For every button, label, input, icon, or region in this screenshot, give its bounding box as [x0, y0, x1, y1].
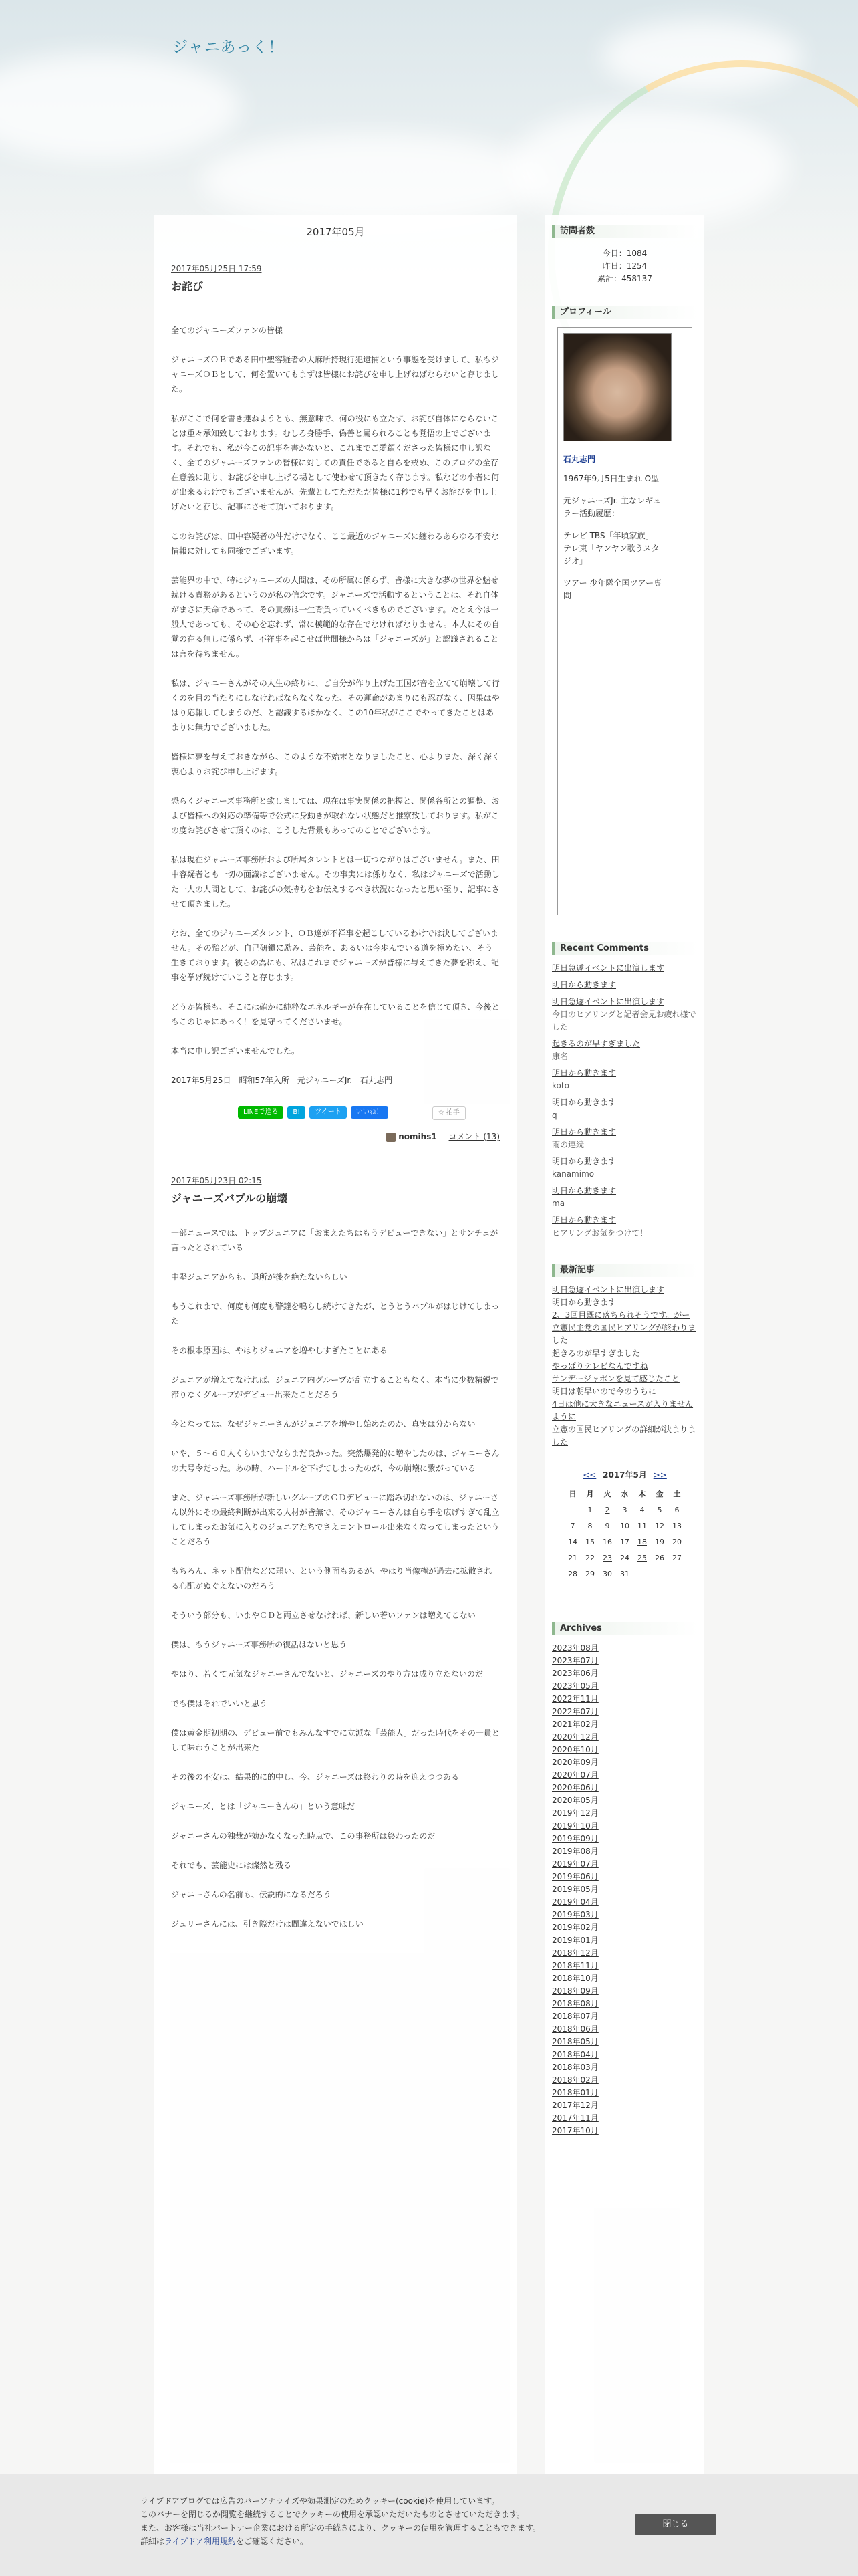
- post-date[interactable]: 2017年05月25日 17:59: [171, 264, 262, 273]
- calendar-weekday: 土: [673, 1490, 681, 1498]
- main-column: [154, 215, 517, 2529]
- post-1: [154, 249, 517, 1157]
- visits-total: 累計：458137: [597, 274, 652, 283]
- post-paragraph: 一部ニュースでは、トップジュニアに「おまえたちはもうデビューできない」とサンチェが言ったとされている: [171, 1228, 498, 1252]
- post-paragraph: いや、５～６０人くらいまでならまだ良かった。突然爆発的に増やしたのは、ジャニーさんの大号令だった。あの時、ハードルを下げてしまったのが、今の崩壊に繋がっている: [171, 1449, 500, 1473]
- latest-post-link[interactable]: 明日急遽イベントに出演します: [552, 1285, 665, 1294]
- recent-comment-link[interactable]: 明日から動きます: [552, 1157, 617, 1166]
- calendar-day: 4: [639, 1505, 645, 1514]
- recent-comment-author: ma: [552, 1199, 565, 1208]
- calendar-day: [599, 1502, 616, 1518]
- post-paragraph: また、ジャニーズ事務所が新しいグループのＣＤデビューに踏み切れないのは、ジャニーさん以外にその最終判断が出来る人材が皆無で、そのジャニーさんは自ら手を広げすぎて乱立してしまったお気に入りのジュニアたちでさえコントロール出来なくなってしまったということだろう: [171, 1493, 500, 1546]
- post-paragraph: ジュリーさんには、引き際だけは間違えないでほしい: [171, 1919, 364, 1929]
- archive-link[interactable]: 2017年11月: [552, 2113, 599, 2123]
- calendar-day: [599, 1550, 616, 1566]
- profile-name[interactable]: 石丸志門: [563, 455, 596, 464]
- recent-comments-heading: Recent Comments: [552, 942, 698, 955]
- calendar-weekday: 日: [569, 1490, 577, 1498]
- archive-link[interactable]: 2018年12月: [552, 1948, 599, 1958]
- cookie-line: [140, 2535, 541, 2548]
- calendar-day: 26: [655, 1553, 664, 1562]
- calendar-day: 3: [622, 1505, 627, 1514]
- post-paragraph: なお、全てのジャニーズタレント、ＯＢ達が不祥事を起こしているわけでは決してございません。その殆どが、自己研鑽に励み、芸能を、あるいは今歩んでいる道を極めたい、そう生きております。彼らの為にも、私はこれまでジャニーズが皆様に与えてきた夢を称え、記事を挙げ続けていこうと存じます。: [171, 929, 499, 982]
- calendar-day: 13: [672, 1521, 682, 1530]
- profile-role: 元ジャニーズJr. 主なレギュラー活動履歴：: [563, 496, 662, 518]
- calendar-day: [564, 1502, 581, 1518]
- post-paragraph: ジュニアが増えてなければ、ジュニア内グループが乱立することもなく、本当に少数精鋭で滞りなくグループがデビュー出来たことだろう: [171, 1375, 499, 1399]
- post-paragraph: 私は、ジャニーさんがその人生の終りに、ご自分が作り上げた王国が音を立てて崩壊して行くのを目の当たりにしなければならなくなった、その運命があまりにも忍びなく、因果はやはり応報してしまうのだ、と認識するほかなく、この10年私がここでやってきたことはあまりに無力でございました。: [171, 679, 500, 732]
- archive-link[interactable]: 2019年05月: [552, 1885, 599, 1894]
- calendar-day: 22: [585, 1553, 595, 1562]
- calendar-section: [552, 1469, 698, 1582]
- calendar-day: 30: [603, 1569, 612, 1578]
- calendar-day: 16: [603, 1537, 612, 1546]
- latest-heading: 最新記事: [552, 1264, 698, 1277]
- calendar-day: 24: [620, 1553, 629, 1562]
- archive-link[interactable]: 2020年09月: [552, 1758, 599, 1767]
- calendar-day: 21: [568, 1553, 577, 1562]
- calendar-day: 15: [585, 1537, 595, 1546]
- calendar-day: 19: [655, 1537, 664, 1546]
- post-paragraph: 僕は、もうジャニーズ事務所の復活はないと思う: [171, 1640, 347, 1649]
- archive-link[interactable]: 2018年03月: [552, 2063, 599, 2072]
- calendar-next[interactable]: >>: [653, 1470, 667, 1480]
- post-paragraph: その根本原因は、やはりジュニアを増やしすぎたことにある: [171, 1346, 388, 1355]
- calendar-day: 10: [620, 1521, 629, 1530]
- calendar-day: 17: [620, 1537, 629, 1546]
- archive-link[interactable]: 2017年10月: [552, 2126, 599, 2135]
- cookie-line-post: をご確認ください。: [235, 2537, 308, 2546]
- post-title[interactable]: ジャニーズバブルの崩壊: [171, 1192, 288, 1205]
- archive-link[interactable]: 2023年08月: [552, 1643, 599, 1653]
- calendar-day: 27: [672, 1553, 682, 1562]
- calendar-day: 20: [672, 1537, 682, 1546]
- archive-link[interactable]: 2020年12月: [552, 1732, 599, 1742]
- latest-post-link[interactable]: やっぱりテレビなんですね: [552, 1361, 648, 1371]
- post-paragraph: ジャニーズ、とは「ジャニーさんの」という意味だ: [171, 1802, 355, 1811]
- post-title[interactable]: お詫び: [171, 280, 204, 293]
- recent-comments-section: [552, 942, 698, 1244]
- profile-shows: テレビ TBS「年頃家族」 テレ東「ヤンヤン歌うスタジオ」: [563, 531, 660, 566]
- calendar-day-link[interactable]: 23: [603, 1553, 612, 1562]
- tweet-button[interactable]: ツイート: [309, 1106, 347, 1119]
- latest-post-link[interactable]: 起きるのが早すぎました: [552, 1349, 641, 1358]
- post-date[interactable]: 2017年05月23日 02:15: [171, 1176, 262, 1185]
- recent-comment-author: koto: [552, 1081, 569, 1090]
- calendar-day: 8: [587, 1521, 593, 1530]
- post-paragraph: そういう部分も、いまやＣＤと両立させなければ、新しい若いファンは増えてこない: [171, 1611, 476, 1620]
- terms-link[interactable]: ライブドア利用規約: [164, 2537, 236, 2546]
- calendar-day: 29: [585, 1569, 595, 1578]
- post-paragraph: もうこれまで、何度も何度も警鐘を鳴らし続けてきたが、とうとうバブルがはじけてしまった: [171, 1302, 500, 1326]
- post-paragraph: でも僕はそれでいいと思う: [171, 1699, 268, 1708]
- calendar-day: 5: [657, 1505, 662, 1514]
- calendar-day-link[interactable]: 2: [605, 1505, 610, 1514]
- calendar-weekday: 金: [656, 1490, 664, 1498]
- latest-post-link[interactable]: 明日から動きます: [552, 1298, 617, 1307]
- archives-heading: Archives: [552, 1622, 698, 1635]
- latest-post-link[interactable]: サンデージャポンを見て感じたこと: [552, 1374, 680, 1383]
- post-meta: [171, 1131, 500, 1142]
- post-paragraph: やはり、若くて元気なジャニーさんでないと、ジャニーズのやり方は成り立たないのだ: [171, 1669, 483, 1679]
- post-paragraph: ジャニーズＯＢである田中聖容疑者の大麻所持現行犯逮捕という事態を受けまして、私もジャニーズＯＢとして、何を置いてもまずは皆様にお詫びを申し上げねばならないと存じました。: [171, 355, 500, 394]
- calendar-day-link[interactable]: 18: [637, 1537, 647, 1546]
- archive-link[interactable]: 2019年09月: [552, 1834, 599, 1843]
- archive-link[interactable]: 2017年12月: [552, 2101, 599, 2110]
- archive-link[interactable]: 2020年06月: [552, 1783, 599, 1792]
- hatena-button[interactable]: B!: [287, 1106, 305, 1119]
- calendar-day: 7: [570, 1521, 575, 1530]
- post-paragraph: それでも、芸能史には燦然と残る: [171, 1861, 292, 1870]
- profile-stage: ツアー 少年隊全国ツアー専問: [563, 578, 662, 600]
- post-paragraph: 僕は黄金期初期の、デビュー前でもみんなすでに立派な「芸能人」だった時代をその一員として味わうことが出来た: [171, 1728, 500, 1752]
- calendar-day: [668, 1566, 686, 1582]
- profile-heading: プロフィール: [552, 306, 698, 319]
- calendar-day: [633, 1550, 651, 1566]
- recent-comment-link[interactable]: 明日急遽イベントに出演します: [552, 963, 665, 973]
- cookie-line-pre: 詳細は: [140, 2537, 165, 2546]
- recent-comment-author: 今日のヒアリングと記者会見お疲れ様でした: [552, 1010, 696, 1032]
- archive-link[interactable]: 2023年07月: [552, 1656, 599, 1665]
- calendar-prev[interactable]: <<: [583, 1470, 597, 1480]
- archive-link[interactable]: 2018年11月: [552, 1961, 599, 1970]
- archive-link[interactable]: 2018年05月: [552, 2037, 599, 2046]
- calendar-day: [651, 1566, 668, 1582]
- calendar-day: 6: [674, 1505, 680, 1514]
- post-paragraph: 皆様に夢を与えておきながら、このような不始末となりましたこと、心よりまた、深く深く衷心よりお詫び申し上げます。: [171, 752, 500, 776]
- post-paragraph: 芸能界の中で、特にジャニーズの人間は、その所属に係らず、皆様に大きな夢の世界を魅せ続ける責務があるというのが私の信念です。ジャニーズで活動するということは、それ自体がまさに天命であって、その責務は一生背負っていくべきものでございます。たとえ今は一般人であっても、その心を忘れず、常に模範的な存在でなければなりません。本人にその自覚の在る無しに係らず、不祥事を起こせば世間様からは「ジャニーズが」と認識されることは言を待ちません。: [171, 576, 500, 659]
- archive-link[interactable]: 2019年01月: [552, 1936, 599, 1945]
- latest-post-link[interactable]: 立憲の国民ヒアリングの詳細が決まりました: [552, 1425, 696, 1447]
- line-share-button[interactable]: LINEで送る: [238, 1106, 283, 1119]
- cookie-line: ライブドアブログでは広告のパーソナライズや効果測定のためクッキー(cookie)を使用しています。: [140, 2496, 500, 2506]
- like-button[interactable]: いいね！: [351, 1106, 388, 1119]
- calendar-day: 14: [568, 1537, 577, 1546]
- recent-comment-link[interactable]: 明日から動きます: [552, 1186, 617, 1195]
- post-body: [171, 1225, 500, 1931]
- profile-box: [557, 327, 692, 915]
- calendar-day: 31: [620, 1569, 629, 1578]
- post-body: [171, 323, 500, 1088]
- calendar-day: 28: [568, 1569, 577, 1578]
- calendar-day: [633, 1534, 651, 1550]
- recent-comment-link[interactable]: 明日から動きます: [552, 1127, 617, 1137]
- latest-post-link[interactable]: 4日は他に大きなニュースが入りませんように: [552, 1399, 694, 1421]
- post-2: [154, 1175, 517, 1931]
- post-paragraph: もちろん、ネット配信などに弱い、という側面もあるが、やはり肖像権が過去に拡散される心配がぬぐえないのだろう: [171, 1566, 492, 1591]
- calendar-day: [633, 1566, 651, 1582]
- recent-comment-link[interactable]: 明日から動きます: [552, 1068, 617, 1078]
- archive-link[interactable]: 2022年07月: [552, 1707, 599, 1716]
- recent-comment-author: ヒアリングお気をつけて！: [552, 1228, 648, 1238]
- recent-comment-link[interactable]: 明日から動きます: [552, 1215, 617, 1225]
- author-icon: [386, 1133, 396, 1142]
- cookie-close-button[interactable]: 閉じる: [635, 2514, 716, 2535]
- archive-link[interactable]: 2019年10月: [552, 1821, 599, 1831]
- archive-link[interactable]: 2019年02月: [552, 1923, 599, 1932]
- archive-link[interactable]: 2021年02月: [552, 1720, 599, 1729]
- archive-link[interactable]: 2019年04月: [552, 1897, 599, 1907]
- post-paragraph: ジャニーさんの独裁が効かなくなった時点で、この事務所は終わったのだ: [171, 1831, 436, 1841]
- calendar-day-link[interactable]: 25: [637, 1553, 647, 1562]
- archive-link[interactable]: 2019年06月: [552, 1872, 599, 1881]
- archive-link[interactable]: 2018年02月: [552, 2075, 599, 2085]
- latest-section: [552, 1264, 698, 1449]
- calendar-title: 2017年5月: [603, 1470, 647, 1480]
- archive-link[interactable]: 2018年07月: [552, 2012, 599, 2021]
- archive-link[interactable]: 2020年10月: [552, 1745, 599, 1754]
- recent-comment-link[interactable]: 明日から動きます: [552, 1098, 617, 1107]
- cookie-text: [140, 2494, 541, 2548]
- post-paragraph: 恐らくジャニーズ事務所と致しましては、現在は事実関係の把握と、関係各所との調整、および皆様への対応の準備等で公式に身動きが取れない状態だと推察致しております。私がこの度お詫びさせて頂くのは、こうした背景もあってのことでございます。: [171, 796, 500, 835]
- recent-comment-link[interactable]: 起きるのが早すぎました: [552, 1039, 641, 1048]
- archive-link[interactable]: 2018年08月: [552, 1999, 599, 2008]
- profile-birth: 1967年9月5日生まれ O型: [563, 474, 660, 483]
- archives-section: [552, 1622, 698, 2137]
- calendar-day: 12: [655, 1521, 664, 1530]
- archive-link[interactable]: 2019年07月: [552, 1859, 599, 1869]
- post-paragraph: その後の不安は、結果的に的中し、今、ジャニーズは終わりの時を迎えつつある: [171, 1772, 459, 1782]
- archive-link[interactable]: 2018年01月: [552, 2088, 599, 2097]
- visits-today: 今日：1084: [602, 249, 648, 258]
- recent-comment-author: kanamimo: [552, 1169, 595, 1179]
- archive-link[interactable]: 2018年09月: [552, 1986, 599, 1996]
- archive-link[interactable]: 2020年07月: [552, 1770, 599, 1780]
- post-paragraph: 本当に申し訳ございませんでした。: [171, 1046, 300, 1056]
- comments-link[interactable]: コメント (13): [448, 1132, 500, 1141]
- post-paragraph: 2017年5月25日 昭和57年入所 元ジャニーズJr. 石丸志門: [171, 1076, 393, 1085]
- post-paragraph: 私は現在ジャニーズ事務所および所属タレントとは一切つながりはございません。また、田中容疑者とも一切の面識はございません。その事実には係りなく、私はジャニーズで活動した一人の人間として、お詫びの気持ちをお伝えするべき状況になったと思い至り、記事にさせて頂きました。: [171, 855, 500, 909]
- calendar: [564, 1486, 686, 1582]
- post-paragraph: 私がここで何を書き連ねようとも、無意味で、何の役にも立たず、お詫び自体にならないことは重々承知致しております。むしろ身勝手、偽善と罵られることも覚悟の上でございます。それでも、私が今この記事を書かないと、これまでご愛顧くださった皆様に申し訳なく、全てのジャニーズファンの皆様に対しての責任であると自らを戒め、このブログの全存在意義に則り、お詫びを申し上げる場として使わせて頂きたく存じます。私などの小者に何が出来るわけでもございませんが、先輩としてただただ皆様に1秒でも早くお詫びを申し上げたいと存じ、記事にさせて頂いております。: [171, 414, 500, 511]
- archive-link[interactable]: 2018年06月: [552, 2024, 599, 2034]
- archive-link[interactable]: 2023年05月: [552, 1681, 599, 1691]
- calendar-day: 1: [587, 1505, 593, 1514]
- avatar[interactable]: [563, 333, 672, 441]
- post-paragraph: 全てのジャニーズファンの皆様: [171, 326, 283, 335]
- author-name[interactable]: nomihs1: [398, 1132, 437, 1141]
- archive-link[interactable]: 2023年06月: [552, 1669, 599, 1678]
- archive-link[interactable]: 2019年08月: [552, 1847, 599, 1856]
- archive-link[interactable]: 2019年03月: [552, 1910, 599, 1919]
- post-paragraph: 今となっては、なぜジャニーさんがジュニアを増やし始めたのか、真実は分からない: [171, 1419, 476, 1429]
- calendar-weekday: 月: [586, 1490, 594, 1498]
- visits-heading: 訪問者数: [552, 225, 698, 238]
- post-paragraph: 中堅ジュニアからも、退所が後を絶たないらしい: [171, 1272, 347, 1282]
- post-paragraph: どうか皆様も、そこには確かに純粋なエネルギーが存在していることを信じて頂き、今後ともこのじゃにあっく！を見守ってくださいませ。: [171, 1002, 500, 1026]
- latest-post-link[interactable]: 2、3回目既に落ちられそうです。がー: [552, 1310, 690, 1320]
- post-paragraph: このお詫びは、田中容疑者の件だけでなく、ここ最近のジャニーズに纏わるあらゆる不安な情報に対しても同様でございます。: [171, 532, 499, 556]
- cookie-line: このバナーを閉じるか閲覧を継続することでクッキーの使用を承認いただいたものとさせていただきます。: [140, 2510, 525, 2519]
- archive-link[interactable]: 2018年10月: [552, 1974, 599, 1983]
- post-paragraph: ジャニーさんの名前も、伝説的になるだろう: [171, 1890, 331, 1899]
- recent-comment-link[interactable]: 明日急遽イベントに出演します: [552, 997, 665, 1006]
- visits-yesterday: 昨日：1254: [602, 261, 648, 271]
- cookie-line: また、お客様は当社パートナー企業における所定の手続きにより、クッキーの使用を管理することもできます。: [140, 2523, 541, 2533]
- archive-link[interactable]: 2018年04月: [552, 2050, 599, 2059]
- cookie-banner: [0, 2474, 858, 2576]
- archive-link[interactable]: 2019年12月: [552, 1808, 599, 1818]
- archive-link[interactable]: 2022年11月: [552, 1694, 599, 1704]
- recent-comment-author: q: [552, 1110, 557, 1120]
- calendar-weekday: 火: [603, 1490, 611, 1498]
- sidebar: [545, 215, 704, 2529]
- latest-post-link[interactable]: 立憲民主党の国民ヒアリングが終わりました: [552, 1323, 696, 1345]
- profile-section: [552, 306, 698, 915]
- calendar-weekday: 木: [638, 1490, 646, 1498]
- visits-section: [552, 225, 698, 285]
- calendar-day: 9: [605, 1521, 610, 1530]
- month-heading: 2017年05月: [154, 215, 517, 249]
- blog-title[interactable]: ジャニあっく！: [172, 39, 285, 56]
- share-bar: [238, 1106, 500, 1120]
- calendar-day: 11: [637, 1521, 647, 1530]
- clap-button[interactable]: ☆ 拍手: [432, 1106, 466, 1120]
- recent-comment-author: 雨の連続: [552, 1140, 585, 1149]
- calendar-weekday: 水: [621, 1490, 629, 1498]
- archive-link[interactable]: 2020年05月: [552, 1796, 599, 1805]
- recent-comment-link[interactable]: 明日から動きます: [552, 980, 617, 989]
- recent-comment-author: 康名: [552, 1052, 569, 1061]
- latest-post-link[interactable]: 明日は朝早いので今のうちに: [552, 1387, 657, 1396]
